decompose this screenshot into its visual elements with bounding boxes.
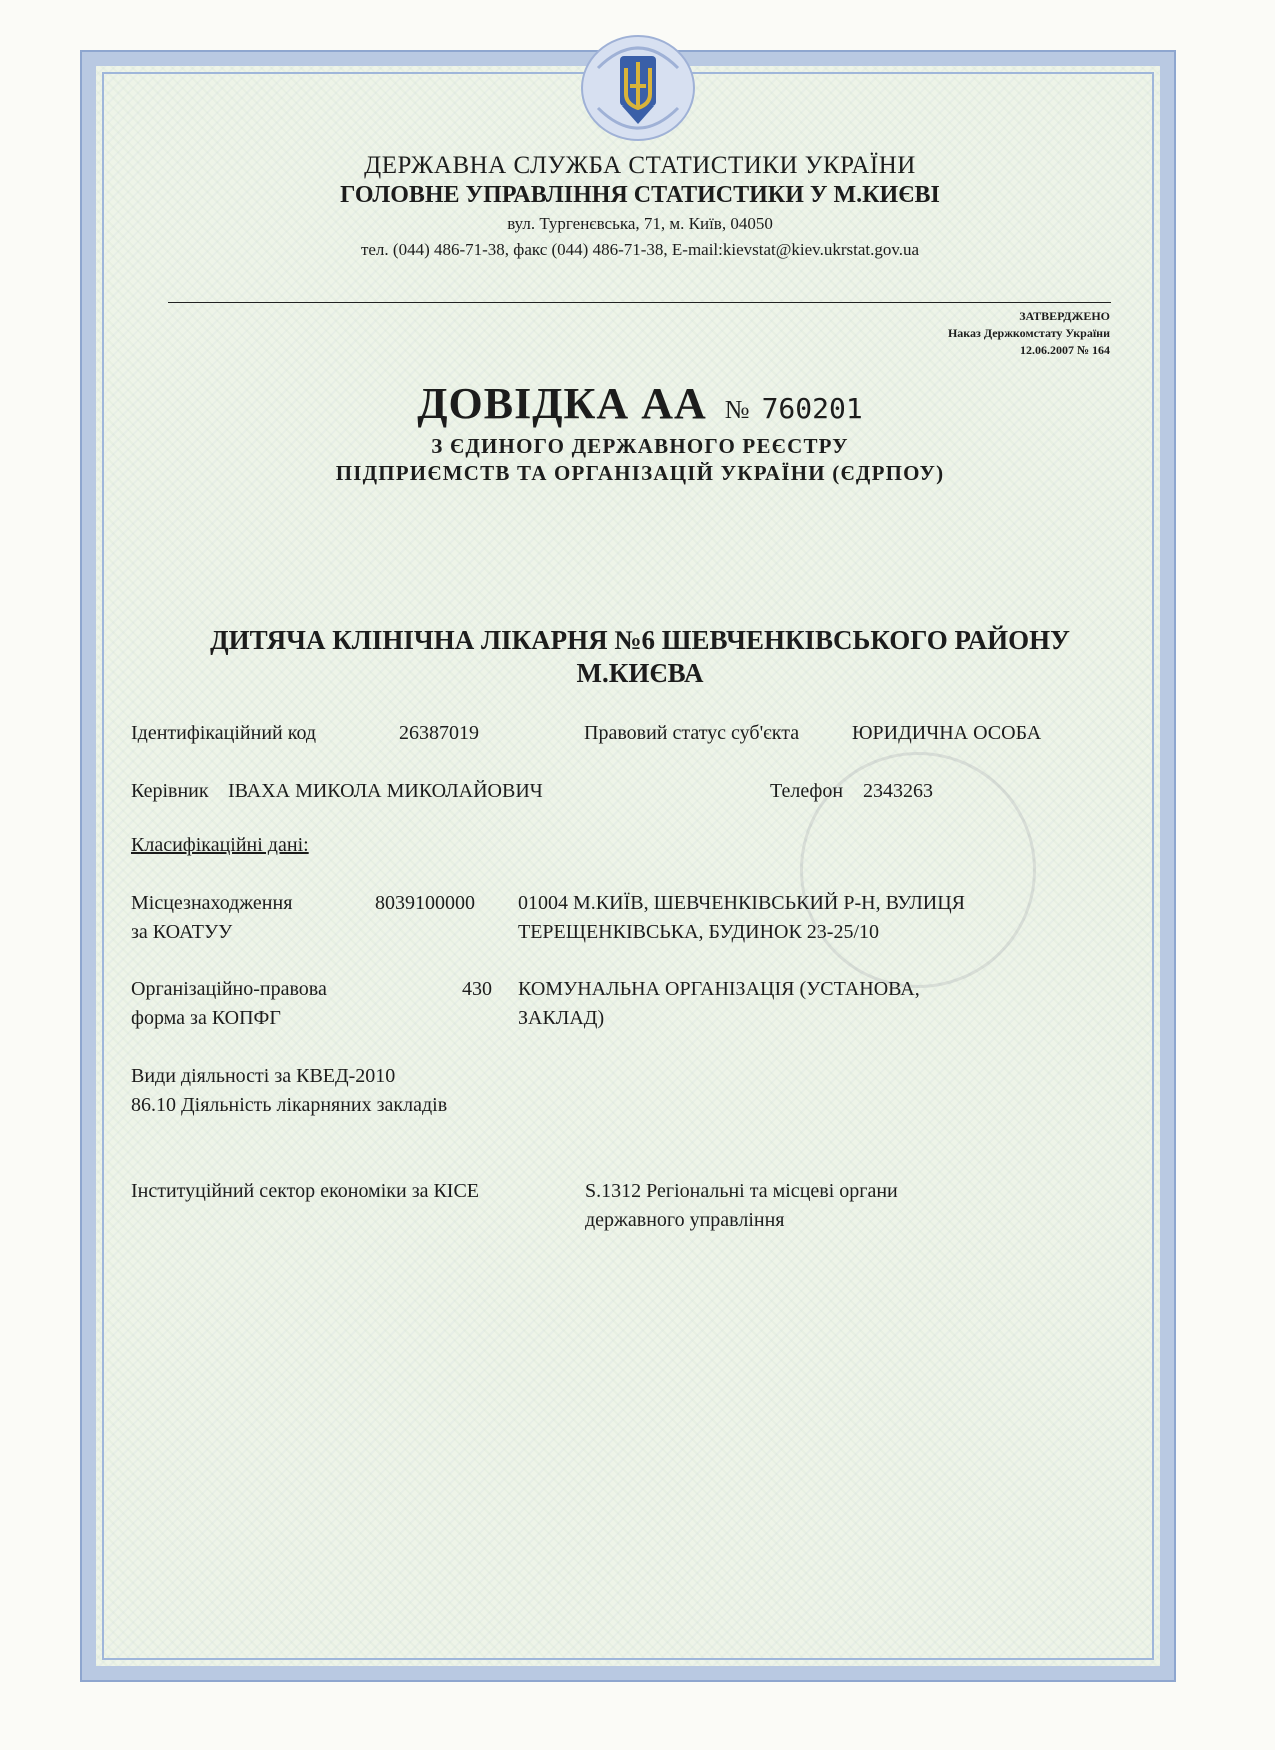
- agency-name: ДЕРЖАВНА СЛУЖБА СТАТИСТИКИ УКРАЇНИ: [364, 152, 916, 179]
- organization-name-line-2: М.КИЄВА: [576, 658, 704, 688]
- head-label: Керівник: [131, 780, 209, 802]
- certificate-number: 760201: [761, 392, 863, 425]
- id-code-value: 26387019: [399, 722, 479, 744]
- kved-value: 86.10 Діяльність лікарняних закладів: [131, 1094, 448, 1116]
- agency-contacts: тел. (044) 486-71-38, факс (044) 486-71-38, E-mail:kievstat@kiev.ukrstat.gov.ua: [360, 240, 920, 259]
- legal-status-value: ЮРИДИЧНА ОСОБА: [852, 722, 1042, 744]
- trident-emblem-icon: [578, 28, 698, 148]
- kved-label: Види діяльності за КВЕД-2010: [131, 1065, 396, 1087]
- legal-form-label-1: Організаційно-правова: [131, 978, 327, 1000]
- phone-label: Телефон: [770, 780, 844, 802]
- certificate-title: ДОВІДКА АА: [417, 379, 707, 428]
- location-label-1: Місцезнаходження: [131, 892, 293, 914]
- approval-label: ЗАТВЕРДЖЕНО: [1019, 309, 1110, 323]
- location-value-1: 01004 М.КИЇВ, ШЕВЧЕНКІВСЬКИЙ Р-Н, ВУЛИЦЯ: [518, 892, 965, 914]
- header-divider: [168, 302, 1111, 303]
- kopfg-code: 430: [462, 978, 492, 1000]
- legal-form-value-1: КОМУНАЛЬНА ОРГАНІЗАЦІЯ (УСТАНОВА,: [518, 978, 920, 1000]
- agency-address: вул. Тургенєвська, 71, м. Київ, 04050: [507, 214, 773, 233]
- location-label-2: за КОАТУУ: [131, 921, 233, 943]
- sector-value-2: державного управління: [585, 1209, 785, 1231]
- phone-value: 2343263: [863, 780, 933, 802]
- register-subtitle-2: ПІДПРИЄМСТВ ТА ОРГАНІЗАЦІЙ УКРАЇНИ (ЄДРПОУ): [335, 461, 945, 485]
- location-value-2: ТЕРЕЩЕНКІВСЬКА, БУДИНОК 23-25/10: [518, 921, 880, 943]
- classification-heading: Класифікаційні дані:: [131, 834, 309, 856]
- legal-form-label-2: форма за КОПФГ: [131, 1007, 281, 1029]
- department-name: ГОЛОВНЕ УПРАВЛІННЯ СТАТИСТИКИ У М.КИЄВІ: [340, 182, 940, 208]
- legal-form-value-2: ЗАКЛАД): [518, 1007, 605, 1029]
- approval-order: Наказ Держкомстату України: [947, 326, 1110, 340]
- organization-name-line-1: ДИТЯЧА КЛІНІЧНА ЛІКАРНЯ №6 ШЕВЧЕНКІВСЬКОГО РАЙОНУ: [210, 625, 1070, 655]
- approval-date: 12.06.2007 № 164: [1019, 343, 1110, 357]
- number-sign: №: [724, 395, 750, 424]
- register-subtitle-1: З ЄДИНОГО ДЕРЖАВНОГО РЕЄСТРУ: [431, 434, 849, 458]
- id-code-label: Ідентифікаційний код: [131, 722, 317, 744]
- sector-value-1: S.1312 Регіональні та місцеві органи: [585, 1180, 898, 1202]
- sector-label: Інституційний сектор економіки за КІСЕ: [131, 1180, 480, 1202]
- certificate-heading: [160, 378, 1120, 429]
- koatuu-code: 8039100000: [375, 892, 475, 914]
- legal-status-label: Правовий статус суб'єкта: [584, 722, 800, 744]
- head-value: ІВАХА МИКОЛА МИКОЛАЙОВИЧ: [228, 780, 543, 802]
